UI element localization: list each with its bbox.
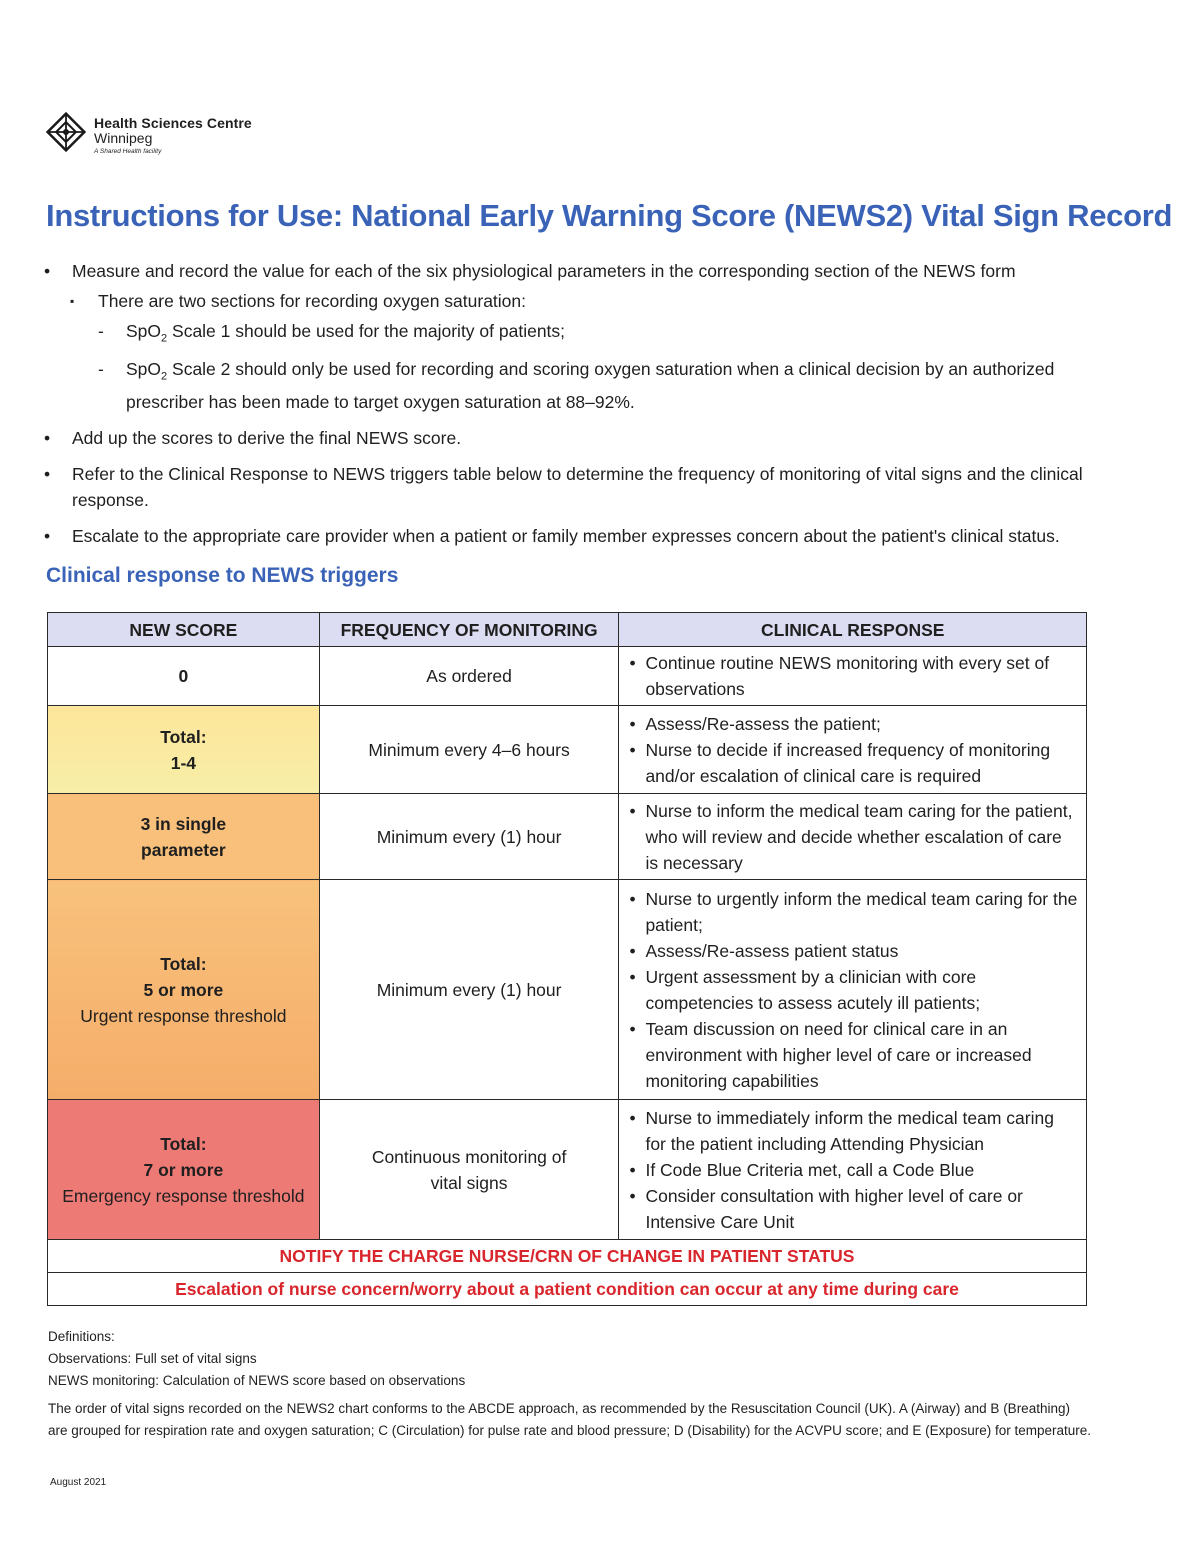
bullet-icon: • — [44, 526, 51, 546]
bullet-icon: • — [44, 428, 51, 448]
table-row — [48, 706, 1087, 794]
instruction-text: Escalate to the appropriate care provider when a patient or family member expresses concern about the patient's clinical status. — [72, 526, 1060, 546]
frequency-cell: Minimum every (1) hour — [319, 880, 619, 1100]
frequency-cell: Minimum every (1) hour — [319, 794, 619, 880]
instruction-item — [44, 523, 1094, 549]
instruction-text: Measure and record the value for each of the six physiological parameters in the corresponding section of the NEWS form — [72, 261, 1016, 281]
table-row — [48, 1100, 1087, 1240]
response-item: • Nurse to urgently inform the medical team caring for the patient; — [629, 886, 1078, 938]
frequency-cell: As ordered — [319, 647, 619, 706]
response-item: • Assess/Re-assess the patient; — [629, 711, 1078, 737]
definition-observations: Observations: Full set of vital signs — [48, 1351, 257, 1366]
score-cell: 3 in single parameter — [48, 794, 320, 880]
page-title: Instructions for Use: National Early Warning Score (NEWS2) Vital Sign Record — [46, 198, 1173, 233]
instruction-subitem — [70, 288, 1094, 314]
response-item: • Nurse to inform the medical team caring for the patient, who will review and decide whether escalation of care is necessary — [629, 798, 1078, 876]
escalation-concern-text: Escalation of nurse concern/worry about a patient condition can occur at any time during care — [48, 1273, 1087, 1306]
document-date: August 2021 — [50, 1477, 107, 1488]
org-city: Winnipeg — [94, 130, 153, 147]
response-item: • If Code Blue Criteria met, call a Code Blue — [629, 1157, 1078, 1183]
bullet-icon: • — [44, 261, 51, 281]
response-item: • Nurse to immediately inform the medical team caring for the patient including Attending Physician — [629, 1105, 1078, 1157]
definitions-section — [48, 1326, 1093, 1442]
response-cell — [619, 880, 1087, 1100]
response-item: • Nurse to decide if increased frequency of monitoring and/or escalation of clinical care is required — [629, 737, 1078, 789]
response-cell — [619, 647, 1087, 706]
table-row — [48, 647, 1087, 706]
instruction-dash-item: - SpO$_2$ Scale 2 should only be used for recording and scoring oxygen saturation when a clinical decision by an authorized prescriber has been made to target oxygen saturation at 88–92%. — [98, 356, 1094, 416]
response-item: • Team discussion on need for clinical care in an environment with higher level of care or increased monitoring capabilities — [629, 1016, 1078, 1094]
notify-charge-nurse-text: NOTIFY THE CHARGE NURSE/CRN OF CHANGE IN PATIENT STATUS — [48, 1240, 1087, 1273]
abcde-note: The order of vital signs recorded on the NEWS2 chart conforms to the ABCDE approach, as recommended by the Resuscitation Council (UK). A (Airway) and B (Breathing) are grouped for respiration rate and oxygen saturation; C (Circulation) for pulse rate and blood pressure; D (Disability) for the ACVPU score; and E (Exposure) for temperature. — [48, 1401, 1092, 1438]
org-name: Health Sciences Centre — [94, 115, 252, 131]
frequency-cell: Continuous monitoring of vital signs — [319, 1100, 619, 1240]
bullet-icon: • — [44, 464, 51, 484]
instruction-text: Add up the scores to derive the final NEWS score. — [72, 428, 462, 448]
square-bullet-icon: ▪ — [70, 294, 75, 308]
definition-news-monitoring: NEWS monitoring: Calculation of NEWS score based on observations — [48, 1373, 466, 1388]
escalation-row — [48, 1273, 1087, 1306]
clinical-response-table — [47, 612, 1087, 1306]
table-row — [48, 794, 1087, 880]
dash-icon: - — [98, 358, 104, 379]
hsc-diamond-logo-icon — [44, 110, 88, 154]
instructions-list — [44, 258, 1094, 549]
response-cell — [619, 1100, 1087, 1240]
response-cell — [619, 706, 1087, 794]
instruction-subtext: There are two sections for recording oxygen saturation: — [98, 291, 526, 311]
header-frequency: FREQUENCY OF MONITORING — [319, 613, 619, 647]
frequency-cell: Minimum every 4–6 hours — [319, 706, 619, 794]
score-cell: Total: 1-4 — [48, 706, 320, 794]
instruction-item — [44, 258, 1094, 284]
response-cell — [619, 794, 1087, 880]
dash-icon: - — [98, 321, 104, 341]
score-cell: Total: 5 or more Urgent response threshold — [48, 880, 320, 1100]
response-item: • Urgent assessment by a clinician with core competencies to assess acutely ill patients; — [629, 964, 1078, 1016]
response-item: • Assess/Re-assess patient status — [629, 938, 1078, 964]
hsc-logo — [44, 110, 252, 155]
instruction-item — [44, 425, 1094, 451]
header-response: CLINICAL RESPONSE — [619, 613, 1087, 647]
instruction-item — [44, 461, 1094, 513]
definitions-heading: Definitions: — [48, 1329, 115, 1344]
score-cell: 0 — [48, 647, 320, 706]
table-header-row — [48, 613, 1087, 647]
notify-row — [48, 1240, 1087, 1273]
response-item: • Consider consultation with higher level of care or Intensive Care Unit — [629, 1183, 1078, 1235]
instruction-dash-item: - SpO$_2$ Scale 1 should be used for the majority of patients; — [98, 318, 1094, 352]
score-cell: Total: 7 or more Emergency response threshold — [48, 1100, 320, 1240]
header-score: NEW SCORE — [48, 613, 320, 647]
instruction-text: Refer to the Clinical Response to NEWS triggers table below to determine the frequency of monitoring of vital signs and the clinical response. — [72, 464, 1083, 510]
table-title: Clinical response to NEWS triggers — [46, 564, 399, 587]
response-item: • Continue routine NEWS monitoring with every set of observations — [629, 650, 1078, 702]
org-tagline: A Shared Health facility — [94, 147, 162, 155]
table-row — [48, 880, 1087, 1100]
